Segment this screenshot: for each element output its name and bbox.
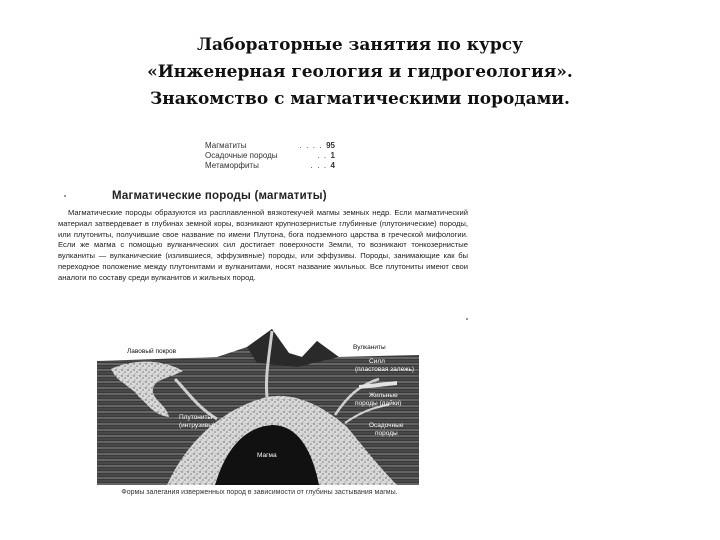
title-line-1: Лабораторные занятия по курсу bbox=[196, 35, 524, 55]
figure-caption: Формы залегания изверженных пород в зависимости от глубины застывания магмы. bbox=[121, 489, 398, 496]
table-row: Магматиты . . . . 95 bbox=[205, 141, 335, 150]
paragraph-text: Магматические породы образуются из расплавленной вязкотекучей магмы земных недр. Если магматический материал затвердевает в глубинах земной коры, возникают крупнозернистые глубинные (плутонические) породы, или плутониты, получившие свое название по имени Плутона, бога подземного царства в греческой мифологии. Если же магма с помощью вулканических сил достигает поверхности Земли, то возникают тонкозернистые вулканиты — вулканические (излившиеся, эффузивные) породы, или эффузивы. Породы, занимающие как бы переходное положение между плутонитами и вулканитами, носят название жильных. Все плутониты имеют свои аналоги по составу среди вулканитов и жильных пород. bbox=[58, 208, 468, 282]
body-paragraph bbox=[58, 208, 468, 284]
label-sedimentary-sub: породы bbox=[375, 430, 398, 437]
title-line-3: Знакомство с магматическими породами. bbox=[150, 89, 570, 109]
label-vein: Жильные bbox=[369, 392, 398, 399]
slide-title bbox=[90, 32, 630, 113]
label-vein-sub: породы (дайки) bbox=[355, 400, 402, 407]
label-magma: Магма bbox=[257, 452, 277, 459]
section-heading: Магматические породы (магматиты) bbox=[112, 190, 327, 202]
rock-percent-table bbox=[205, 141, 335, 171]
label-lava: Лавовый покров bbox=[127, 348, 177, 355]
title-line-2: «Инженерная геология и гидрогеология». bbox=[147, 62, 573, 82]
label-sill-sub: (пластовая залежь) bbox=[355, 366, 415, 373]
label-plutonic: Плутониты bbox=[179, 414, 213, 421]
label-volcanic: Вулканиты bbox=[353, 344, 386, 351]
igneous-rocks-diagram bbox=[97, 327, 419, 485]
scan-speck bbox=[64, 195, 66, 197]
table-row: Осадочные породы . . 1 bbox=[205, 151, 335, 160]
scan-speck bbox=[466, 318, 468, 320]
table-row: Метаморфиты . . . 4 bbox=[205, 161, 335, 170]
label-plutonic-sub: (интрузивы) bbox=[179, 422, 216, 429]
label-sill: Силл bbox=[369, 358, 385, 365]
label-sedimentary: Осадочные bbox=[369, 422, 404, 429]
